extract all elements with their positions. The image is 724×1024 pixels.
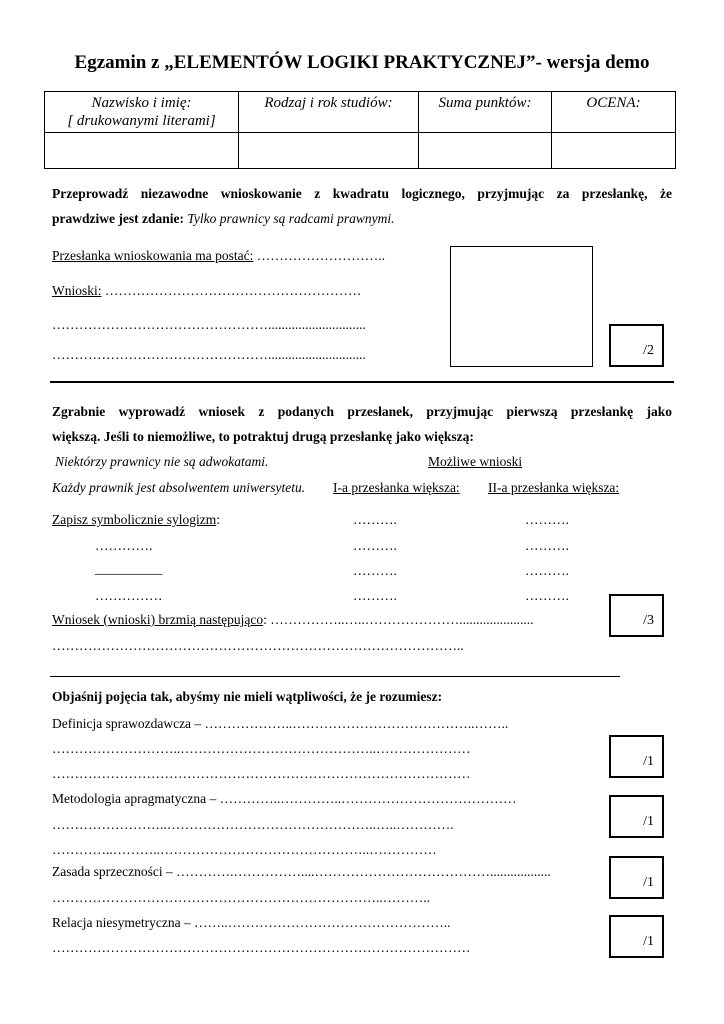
syllogism-first-r1[interactable]: ………. [353,512,397,527]
task2-symbolic-label: Zapisz symbolicznie sylogizm [52,512,217,527]
task1-conclusions-label: Wnioski: [52,283,102,298]
grade-header-cell [552,92,676,133]
task1-score: /2 [643,343,654,358]
syllogism-main-r2[interactable]: …………. [95,538,153,553]
points-label: Suma punktów: [438,95,532,111]
task1-conclusions-dots: ………………………………………………… [104,283,362,298]
task1-given-sentence: Tylko prawnicy są radcami prawnymi. [187,211,395,226]
name-header-cell [45,92,239,133]
task3-score-box-2[interactable] [609,795,664,838]
task2-instruction-line1: Zgrabnie wyprowadź wniosek z podanych przesłanek, przyjmując pierwszą przesłankę jako [52,404,672,419]
syllogism-main-divider: __________ [95,561,163,576]
task3-score-box-3[interactable] [609,856,664,899]
grade-label: OCENA: [586,95,641,111]
study-label: Rodzaj i rok studiów: [264,95,393,111]
task2-symbolic-line [52,512,220,528]
section-divider [50,381,674,383]
task2-premise1: Niektórzy prawnicy nie są adwokatami. [55,454,269,469]
points-header-cell [419,92,552,133]
syllogism-second-r4[interactable]: ………. [525,588,569,603]
task3-score-box-4[interactable] [609,915,664,958]
task1-premise-dots: ……………………….. [256,248,385,263]
non-symmetric-relation[interactable]: Relacja niesymetryczna – ……..………………………………………….. [52,915,451,930]
task1-premise-label: Przesłanka wnioskowania ma postać: [52,248,254,263]
task2-possible-conclusions: Możliwe wnioski [428,454,523,469]
apragmatic-methodology-line3[interactable]: …………..………..………………………………………..…………… [52,842,437,857]
syllogism-second-r2[interactable]: ………. [525,538,569,553]
task1-premise-line[interactable] [52,248,385,264]
task2-score: /3 [643,613,654,628]
name-label: Nazwisko i imię: [91,95,192,111]
task2-symbolic-colon: : [216,512,220,527]
task1-score-box[interactable] [609,324,664,367]
points-input-cell[interactable] [419,133,552,169]
logical-square-box[interactable] [450,246,593,367]
task3-score-4: /1 [643,934,654,949]
task2-first-major-label: I-a przesłanka większa: [333,480,460,495]
student-info-table [44,91,676,169]
definition-reportive-line2[interactable]: ………………………..……………………………………..………………… [52,741,471,756]
name-input-cell[interactable] [45,133,239,169]
grade-input-cell[interactable] [552,133,676,169]
task1-answer-line4[interactable]: …………………………………………............................. [52,347,366,362]
task1-instruction-line1: Przeprowadź niezawodne wnioskowanie z kwadratu logicznego, przyjmując za przesłankę, że [52,186,672,201]
task1-conclusions-line[interactable] [52,283,361,299]
page-title: Egzamin z „ELEMENTÓW LOGIKI PRAKTYCZNEJ”- wersja demo [74,52,650,73]
definition-reportive[interactable]: Definicja sprawozdawcza – ………………..…………………………………..…….. [52,716,509,731]
task2-conclusion-colon: : [263,612,267,627]
task3-score-2: /1 [643,814,654,829]
syllogism-first-r3[interactable]: ………. [353,563,397,578]
non-symmetric-relation-line2[interactable]: ………………………………………………………………………………… [52,940,471,955]
apragmatic-methodology-line2[interactable]: ……………………..………………………………………..…..…………. [52,817,454,832]
task3-score-3: /1 [643,875,654,890]
syllogism-first-r2[interactable]: ………. [353,538,397,553]
name-label-note: [ drukowanymi literami] [67,113,216,129]
task2-conclusion-line2[interactable]: ……………………………………………………………………………….. [52,638,464,653]
task3-instruction: Objaśnij pojęcia tak, abyśmy nie mieli wątpliwości, że je rozumiesz: [52,689,443,704]
task1-answer-line3[interactable]: …………………………………………............................. [52,317,366,332]
task2-conclusion-label: Wniosek (wnioski) brzmią następująco [52,612,264,627]
section-divider-2 [50,676,620,677]
task2-instruction-line2: większą. Jeśli to niemożliwe, to potraktuj drugą przesłankę jako większą: [52,429,474,444]
task1-instruction-line2 [52,211,394,227]
syllogism-second-r3[interactable]: ………. [525,563,569,578]
task2-premise2: Każdy prawnik jest absolwentem uniwersytetu. [52,480,306,495]
apragmatic-methodology[interactable]: Metodologia apragmatyczna – …………..…………..………………………………… [52,791,517,806]
task2-conclusion-dots: ……………..…..…………………...................... [270,612,534,627]
syllogism-first-r4[interactable]: ………. [353,588,397,603]
task2-conclusion-line[interactable] [52,612,533,628]
non-contradiction-principle[interactable]: Zasada sprzeczności – ………….……………....………………………………….................. [52,864,551,879]
study-input-cell[interactable] [239,133,419,169]
non-contradiction-principle-line2[interactable]: ………………………………………………………………..……….. [52,890,430,905]
study-header-cell [239,92,419,133]
task3-score-box-1[interactable] [609,735,664,778]
task2-score-box[interactable] [609,594,664,637]
task1-instruction-bold: prawdziwe jest zdanie: [52,211,184,226]
task2-second-major-label: II-a przesłanka większa: [488,480,620,495]
definition-reportive-line3[interactable]: ………………………………………………………………………………… [52,766,471,781]
task3-score-1: /1 [643,754,654,769]
syllogism-second-r1[interactable]: ………. [525,512,569,527]
syllogism-main-r4[interactable]: …………… [95,588,163,603]
